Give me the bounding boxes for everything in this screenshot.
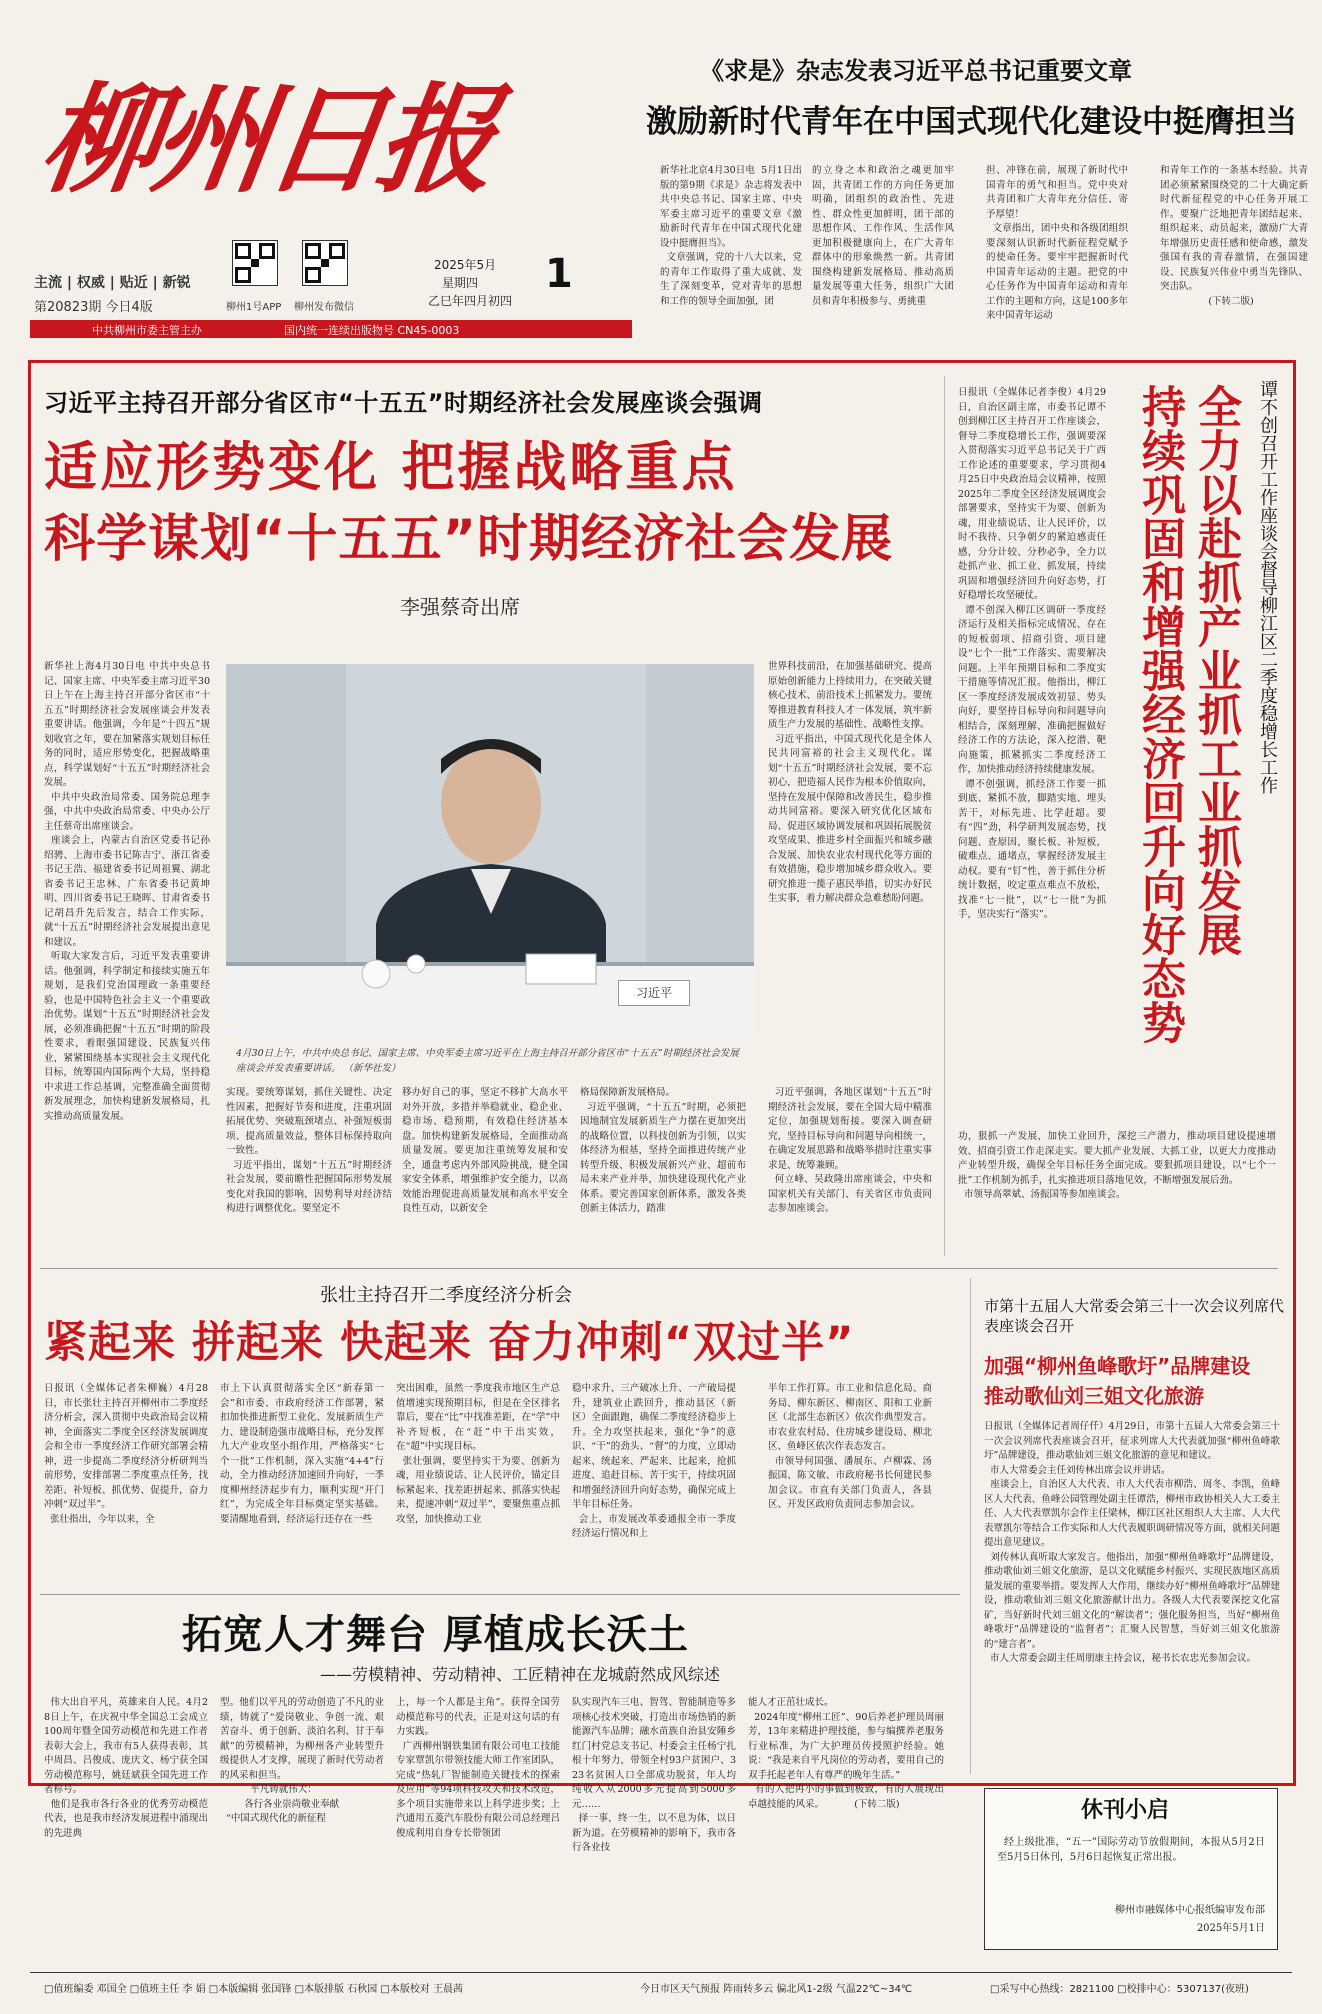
- main-photo: [226, 664, 754, 1036]
- side-divider: [944, 376, 945, 1256]
- date-year-month: 2025年5月: [434, 258, 497, 272]
- zhang-body-col3: 突出困难，虽然一季度我市地区生产总值增速实现预期目标，但是在全区排名靠后，要在“比”中找准差距，在“学”中补齐短板，在“赶”中干出实效，在“超”中实现目标。 张壮强调，要坚持实干为要、创新为魂，用业绩说话、让人民评价，锚定目标紧起来、找差距拼起来、抓落实快起来，提速冲刺“双过半”，要聚焦重点抓攻坚，加快推动工业: [396, 1383, 560, 1525]
- zhang-body-col1: 日报讯（全媒体记者朱柳巍）4月28日，市长张壮主持召开柳州市二季度经济分析会，深入贯彻中央政治局会议精神，全面落实二季度全区经济发展调度会和全市一季度经济工作研究部署会精神，进一步提高二季度经济分析研判当前形势，安排部署二季度重点任务，找差距、补短板、抓优势、促提升，奋力冲刺“双过半”。 张壮指出，今年以来，全: [44, 1383, 208, 1525]
- lead-body-col2: 的立身之本和政治之魂更加牢固，共青团工作的方向任务更加明确，团组织的政治性、先进性、群众性更加鲜明，团干部的思想作风、工作作风、生活作风更加积极健康向上，在广大青年群体中的形象焕然一新。共青团围绕构建新发展格局、推动高质量发展等重大任务，组织广大团员和青年积极参与、勇挑重: [812, 165, 954, 307]
- labor-body-col1: 伟大出自平凡，英雄来自人民。4月28日上午，在庆祝中华全国总工会成立100周年暨全国劳动模范和先进工作者表彰大会上，我市有5人获得表彰，其中周昌、吕俊成、庞庆文、杨宁获全国劳动模范称号，姚廷斌获全国先进工作者称号。 他们是我市各行各业的优秀劳动模范代表，也是我市经济发展进程中涌现出的先进典: [44, 1697, 208, 1839]
- congress-headline-line2: 推动歌仙刘三姐文化旅游: [984, 1384, 1204, 1408]
- zhang-headline: 紧起来 拼起来 快起来 奋力冲刺“双过半”: [44, 1318, 855, 1368]
- zhang-body-col2: 市上下认真贯彻落实全区“新春第一会”和市委、市政府经济工作部署，紧扣加快推进新型工业化、发展新质生产力、建设制造强市战略目标，充分发挥九大产业攻坚小组作用，严格落实“七个一批”工作机制，深入实施“4+4”行动，全力推动经济加速回升向好，一季度柳州经济起步有力，顺利实现“开门红”，为完成全年目标奠定坚实基础。要清醒地看到，经济运行还存在一些: [220, 1383, 384, 1525]
- labor-body-col3: 上，每一个人都是主角”。获得全国劳动模范称号的代表，正是对这句话的有力实践。 广西柳州钢铁集团有限公司电工技能专家覃凯尔带领技能大师工作室团队，完成“热轧厂智能制造关键技术的探索及应用”等94项科技攻关和技术改造，多个项目实施带来以上科学进步奖；上汽通用五菱汽车股份有限公司总经理吕俊成利用自身专长带领团: [396, 1697, 560, 1839]
- lead-kicker: 《求是》杂志发表习近平总书记重要文章: [700, 57, 1132, 85]
- main-body-bottom-col2: 移办好自己的事，坚定不移扩大高水平对外开放，多措并举稳就业、稳企业、稳市场、稳预期，有效稳住经济基本盘。加快构建新发展格局，全面推动高质量发展。要更加注重统筹发展和安全，通盘考虑内外部风险挑战，健全国家安全体系，增强维护安全能力，以高效能治理促进高质量发展和高水平安全良性互动，以新安全: [402, 1087, 568, 1214]
- labor-body-col2: 型。他们以平凡的劳动创造了不凡的业绩，铸就了“爱岗敬业、争创一流、艰苦奋斗、勇于创新、淡泊名利、甘于奉献”的劳模精神，为柳州各产业转型升级提供人才支撑，展现了新时代劳动者的风采和担当。 平凡铸就伟大： 各行各业崇尚敬业奉献 “中国式现代化的新征程: [220, 1697, 384, 1824]
- zhang-body-col4: 稳中求升、三产破冰上升、一产破局提升，建筑业止跌回升，推动县区（新区）全面跟跑，确保二季度经济稳步上升。全力攻坚扶起来，强化“争”的意识、“干”的劲头、“督”的力度，立即动起来、统起来、严起来、比起来，抢抓进度、追赶目标、苦干实干，持续巩固和增强经济回升向好态势，确保完成上半年目标任务。 会上，市发展改革委通报全市一季度经济运行情况和上: [572, 1383, 736, 1539]
- section-rule-1: [40, 1268, 1278, 1269]
- side-kicker: 谭不创召开工作座谈会督导柳江区二季度稳增长工作: [1257, 380, 1278, 794]
- congress-kicker: 市第十五届人大常委会第三十一次会议列席代表座谈会召开: [984, 1297, 1285, 1335]
- main-body-bottom-col4: 习近平强调，各地区谋划“十五五”时期经济社会发展，要在全国大局中精准定位，加强规划衔接。要深入调查研究，坚持目标导向和问题导向相统一，在确定发展思路和战略举措时注重实事求是、统筹兼顾。 何立峰、吴政隆出席座谈会，中央和国家机关有关部门、有关省区市负责同志参加座谈会。: [768, 1087, 932, 1214]
- lead-headline: 激励新时代青年在中国式现代化建设中挺膺担当: [646, 104, 1297, 140]
- congress-divider: [970, 1278, 971, 1774]
- footer-editors: □值班编委 邓国全 □值班主任 李 娟 □本版编辑 张国锋 □本版排版 石秋园 □本版校对 王晨茜: [44, 1984, 464, 1995]
- zhang-kicker: 张壮主持召开二季度经济分析会: [320, 1285, 572, 1306]
- side-body-wide: 功，狠抓一产发展，加快工业回升，深挖三产潜力，推动项目建设提速增效、招商引资工作走深走实。要大抓产业发展、大抓工业，以更大力度推动产业转型升级，确保全年目标任务全面完成。要狠抓项目建设，以“七个一批”工作机制为抓手，扎实推进项目落地见效，不断增强发展后劲。 市领导高翠斌、汤振国等参加座谈会。: [958, 1130, 1276, 1256]
- main-body-bottom-col1: 实现。要统筹谋划，抓住关键性、决定性因素，把握好节奏和进度，注重巩固拓展优势、突破瓶颈堵点、补强短板弱项、提高质量效益，整体目标保持取向一致性。 习近平指出，谋划“十五五”时期经济社会发展，要前瞻性把握国际形势发展变化对我国的影响，因势利导对经济结构进行调整优化。要坚定不: [226, 1087, 392, 1214]
- congress-body: 日报讯（全媒体记者周仔仟）4月29日，市第十五届人大常委会第三十一次会议列席代表座谈会召开，征求列席人大代表就加强“柳州鱼峰歌圩”品牌建设，推动歌仙刘三姐文化旅游的意见和建议。 市人大常委会主任刘传林出席会议并讲话。 座谈会上，自治区人大代表、市人大代表市柳浩、周冬、李凯，鱼峰区人大代表、鱼峰公园管理处副主任谭浩，柳州市政协相关人大工委主任、人大代表覃凯尔会作主任梁林，柳江区社区组织人大主席、人大代表覃凯尔等结合工作实际和人大代表履职调研情况等方面，就相关问题提出意见建议。 刘传林认真听取大家发言。他指出，加强“柳州鱼峰歌圩”品牌建设，推动歌仙刘三姐文化旅游，是以文化赋能乡村振兴、实现民族地区高质量发展的重要举措。要发挥人大作用，继续办好“柳州鱼峰歌圩”品牌建设，推动歌仙刘三姐文化旅游献计出力。各级人大代表要深挖文化富矿，当好新时代刘三姐文化的“解读者”；强化服务担当，当好“柳州鱼峰歌圩”品牌建设的“监督者”；汇聚人民智慧，当好刘三姐文化旅游的“建言者”。 市人大常委会副主任周朋康主持会议，秘书长农忠光参加会议。: [984, 1421, 1280, 1664]
- qr-label-app: 柳州1号APP: [226, 302, 282, 313]
- congress-headline-line1: 加强“柳州鱼峰歌圩”品牌建设: [984, 1354, 1251, 1378]
- zhang-body-col5: 半年工作打算。市工业和信息化局、商务局、柳东新区、柳南区、阳和工业新区（北部生态新区）依次作典型发言。市农业农村局、住房城乡建设局、柳北区、鱼峰区依次作表态发言。 市领导何国强、潘展东、卢柳霖、汤振国、陈文敏、市政府秘书长何建民参加会议。市直有关部门负责人，各县区、开发区政府负责同志参加会议。: [768, 1383, 932, 1510]
- lead-body-col3: 担、冲锋在前，展现了新时代中国青年的勇气和担当。党中央对共青团和广大青年充分信任、寄予厚望！ 文章指出，团中央和各级团组织要深刻认识新时代新征程党赋予的使命任务。要牢牢把握新时代中国青年运动的主题。把党的中心任务作为中国青年运动和青年工作的主题和方向，这是100多年来中国青年运动: [986, 165, 1128, 321]
- notice-body: 经上级批准，“五一”国际劳动节放假期间，本报从5月2日至5月5日休刊，5月6日起恢复正常出报。: [997, 1837, 1265, 1863]
- notice-title: 休刊小启: [1081, 1798, 1170, 1823]
- footer-hotline: □采写中心热线：2821100 □校排中心：5307137(夜班): [990, 1984, 1249, 1995]
- masthead-tagline: 主流 | 权威 | 贴近 | 新锐: [34, 275, 191, 291]
- labor-body-col4: 队实现汽车三电、智驾、智能制造等多项核心技术突破，打造出市场热销的新能源汽车品牌；融水苗族自治县安陲乡红门村党总支书记、村委会主任杨宁扎根十年努力，带领全村93户贫困户、323名贫困人口全部成功脱贫，年人均纯收入从2000多元提高到5000多元…… 择一事，终一生，以不息为体，以日新为道。在劳模精神的影响下，我市各行各业技: [572, 1697, 736, 1853]
- publisher-right: 国内统一连续出版物号 CN45-0003: [284, 324, 460, 337]
- side-headline-col1: 全力以赴抓产业抓工业抓发展: [1190, 384, 1241, 956]
- labor-headline: 拓宽人才舞台 厚植成长沃土: [182, 1612, 689, 1658]
- publisher-bar: [30, 320, 632, 338]
- main-kicker: 习近平主持召开部分省区市“十五五”时期经济社会发展座谈会强调: [44, 389, 763, 417]
- date-lunar: 乙巳年四月初四: [428, 294, 513, 308]
- qr-code-wechat: [302, 240, 348, 286]
- notice-box: [984, 1788, 1278, 1950]
- qr-label-wechat: 柳州发布微信: [294, 302, 354, 313]
- publisher-left: 中共柳州市委主管主办: [92, 324, 202, 337]
- footer-rule: [30, 1972, 1292, 1973]
- lead-body-col4: 和青年工作的一条基本经验。共青团必须紧紧围绕党的二十大确定新时代新征程党的中心任务开展工作。要聚广泛地把青年团结起来、组织起来、动员起来，激励广大青年增强历史责任感和使命感，激发强国有我的青春激情，在强国建设、民族复兴伟业中勇当先锋队、突击队。 (下转二版): [1160, 165, 1308, 307]
- page-number: 1: [545, 251, 573, 297]
- issue-line: 第20823期 今日4版: [34, 300, 153, 315]
- main-body-left: 新华社上海4月30日电 中共中央总书记、国家主席、中央军委主席习近平30日上午在上海主持召开部分省区市“十五五”时期经济社会发展座谈会并发表重要讲话。他强调，今年是“十四五”规划收官之年，要在加紧落实规划目标任务的同时，适应形势变化，把握战略重点，科学谋划好“十五五”时期经济社会发展。 中共中央政治局常委、国务院总理李强，中共中央政治局常委、中央办公厅主任蔡奇出席座谈会。 座谈会上，内蒙古自治区党委书记孙绍骋、上海市委书记陈吉宁、浙江省委书记王浩、福建省委书记周祖翼、湖北省委书记王忠林、广东省委书记黄坤明、四川省委书记王晓晖、甘肃省委书记胡昌升先后发言，结合工作实际，就“十五五”时期经济社会发展提出意见和建议。 听取大家发言后，习近平发表重要讲话。他强调，科学制定和接续实施五年规划，是我们党治国理政一条重要经验，也是中国特色社会主义一个重要政治优势。谋划“十五五”时期经济社会发展，必须准确把握“十五五”时期的阶段性要求，着眼强国建设、民族复兴伟业，紧紧围绕基本实现社会主义现代化目标，统筹国内国际两个大局，坚持稳中求进工作总基调，完整准确全面贯彻新发展理念，加快构建新发展格局，扎实推动高质量发展。: [44, 661, 210, 1122]
- qr-code-app: [232, 240, 278, 286]
- nameplate: 习近平: [618, 980, 690, 1006]
- labor-body-col5: 能人才正茁壮成长。 2024年度“柳州工匠”、90后养老护理员周丽芳，13年来精进护理技能，参与编撰养老服务行业标准，为广大护理员传授照护经验。她说：“我是来自平凡岗位的劳动者，要用自己的双手托起老年人有尊严的晚年生活。” 有的人把再小的事做到极致，有的人展现出卓越技能的风采。 (下转二版): [748, 1697, 944, 1810]
- section-rule-2: [40, 1594, 960, 1595]
- main-headline-line2: 科学谋划“十五五”时期经济社会发展: [44, 510, 894, 569]
- main-body-right: 世界科技前沿，在加强基础研究、提高原始创新能力上持续用力，在突破关键核心技术、前沿技术上抓紧发力。要统筹推进教育科技人才一体发展，筑牢新质生产力发展的基础性、战略性支撑。 习近平指出，中国式现代化是全体人民共同富裕的社会主义现代化。谋划“十五五”时期经济社会发展，要不忘初心，把造福人民作为根本价值取向，坚持在发展中保障和改善民生，稳步推动共同富裕。要深入研究优化区域布局、促进区域协调发展和巩固拓展脱贫攻坚成果、推进乡村全面振兴和城乡融合发展、加快农业农村现代化等方面的有效措施，稳步增加城乡群众收入。要研究推进一揽子惠民举措，切实办好民生实事，着力解决群众急难愁盼问题。: [768, 661, 932, 904]
- side-headline-col2: 持续巩固和增强经济回升向好态势: [1134, 384, 1185, 1044]
- main-body-bottom-col3: 格局保障新发展格局。 习近平强调，“十五五”时期，必须把因地制宜发展新质生产力摆在更加突出的战略位置，以科技创新为引领，以实体经济为根基，坚持全面推进传统产业转型升级、积极发展新兴产业、超前布局未来产业并举，加快建设现代化产业体系。要完善国家创新体系，激发各类创新主体活力，踏准: [580, 1087, 746, 1214]
- notice-signature: 柳州市融媒体中心报纸编审发布部: [1115, 1905, 1265, 1916]
- main-headline-line1: 适应形势变化 把握战略重点: [44, 437, 738, 498]
- labor-subhead: ——劳模精神、劳动精神、工匠精神在龙城蔚然成风综述: [320, 1665, 721, 1684]
- footer-weather: 今日市区天气预报 阵雨转多云 偏北风1-2级 气温22℃~34℃: [640, 1984, 913, 1995]
- date-weekday: 星期四: [442, 276, 479, 290]
- lead-body-col1: 新华社北京4月30日电 5月1日出版的第9期《求是》杂志将发表中共中央总书记、国家主席、中央军委主席习近平的重要文章《激励新时代青年在中国式现代化建设中挺膺担当》。 文章强调，党的十八大以来，党的青年工作取得了重大成就、发生了深刻变革，党对青年的思想和工作的领导全面加强，团: [660, 165, 802, 307]
- newspaper-logo: 柳州日报: [32, 71, 500, 209]
- notice-date: 2025年5月1日: [1196, 1923, 1265, 1934]
- side-body: 日报讯（全媒体记者李俊）4月29日，自治区副主席，市委书记谭不创到柳江区主持召开工作座谈会，督导二季度稳增长工作，强调要深入贯彻落实习近平总书记关于广西工作论述的重要要求，学习贯彻4月25日中央政治局会议精神，按照2025年二季度全区经济发展调度会部署要求，坚持实干为要、创新为魂，用业绩说话、让人民评价，以时不我待、只争朝夕的紧迫感责任感，分分计较、分秒必争，全力以赴抓产业、抓工业、抓发展，持续巩固和增强经济回升向好态势，打好稳增长攻坚硬仗。 谭不创深入柳江区调研一季度经济运行及相关指标完成情况、存在的短板弱项、招商引资、项目建设“七个一批”工作落实、需要解决问题。上半年预期目标和二季度实干措施等情况汇报。他指出，柳江区一季度经济发展成效初显、势头向好，要坚持目标导向和问题导向相结合，深刻理解、准确把握做好经济工作的方法论，深入挖潜、靶向施策，抓紧抓实二季度经济工作，加快推动经济持续健康发展。 谭不创强调，抓经济工作要一抓到底、紧抓不放，脚踏实地、埋头苦干，对标先进、比学赶超。要有“四”劲，科学研判发展态势，找问题、查原因，聚长板、补短板，破难点、通堵点，掌握经济发展主动权。要有“钉”性，善于抓住分析统计数据，咬定重点难点不放松，找准“七一批”，以“七一批”为抓手，坚决实行“落实”。: [958, 387, 1106, 920]
- main-subhead: 李强蔡奇出席: [400, 595, 520, 619]
- photo-caption: 4月30日上午，中共中央总书记、国家主席、中央军委主席习近平在上海主持召开部分省区市“十五五”时期经济社会发展座谈会并发表重要讲话。 （新华社发）: [236, 1048, 739, 1074]
